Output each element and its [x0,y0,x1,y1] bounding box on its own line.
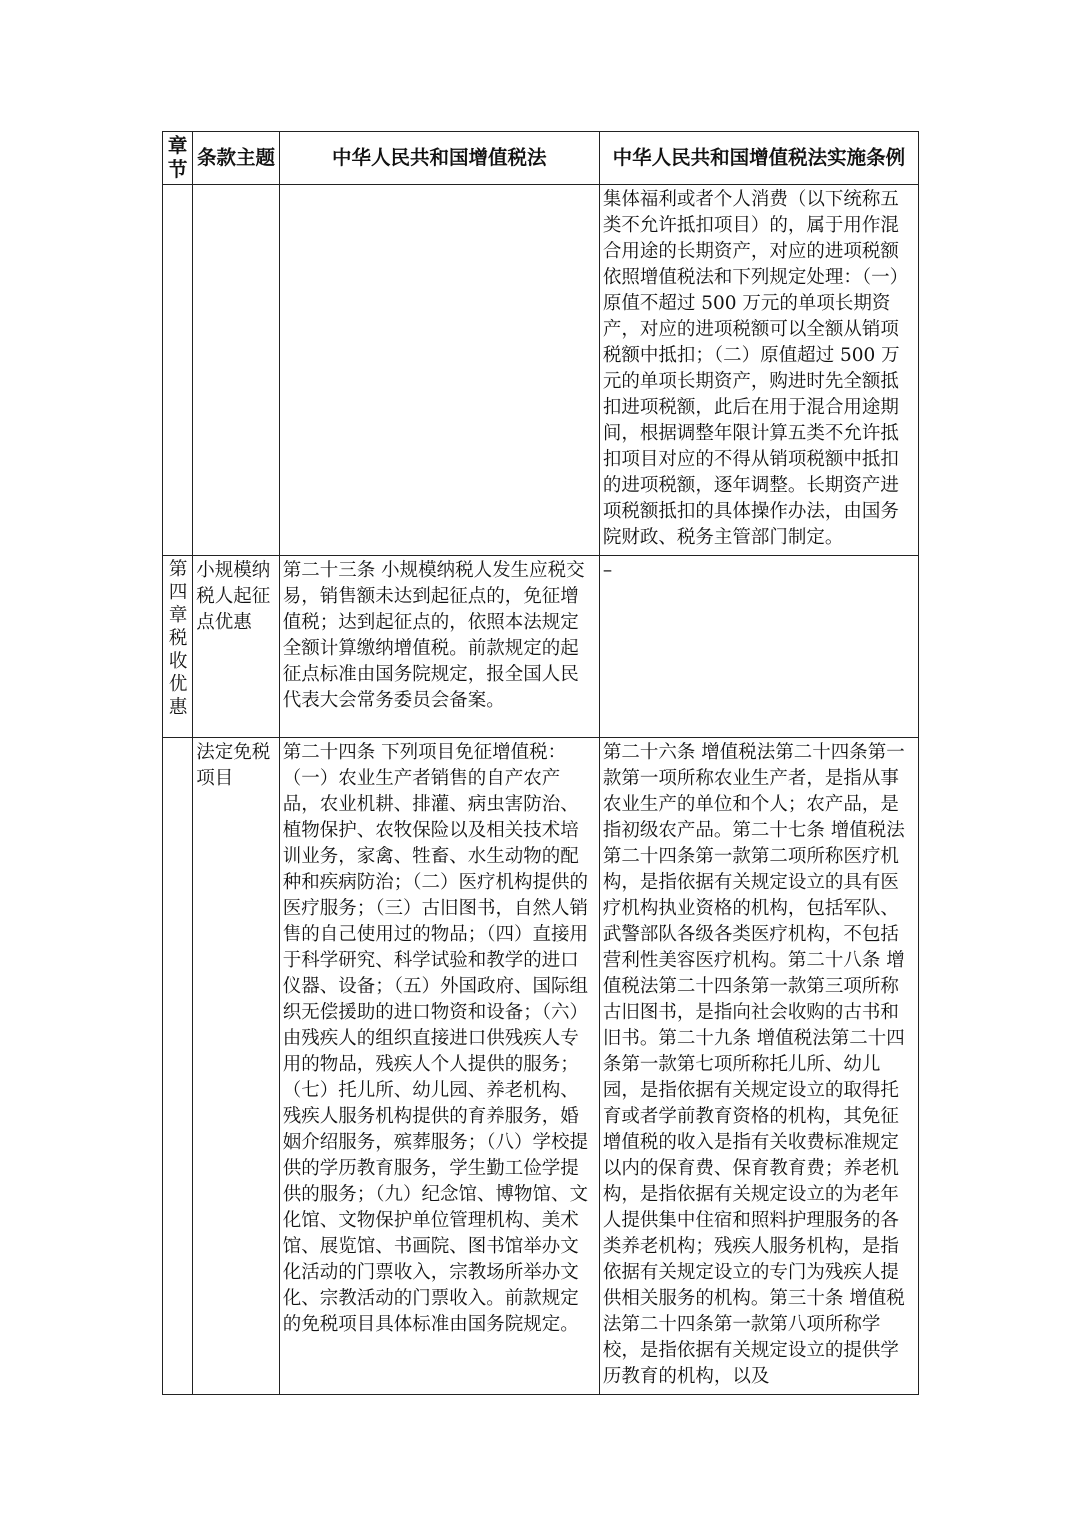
header-topic: 条款主题 [193,132,280,185]
header-chapter: 章节 [163,132,193,185]
row-chapter-cell [163,185,193,556]
table-header-row [163,132,919,185]
header-regulation: 中华人民共和国增值税法实施条例 [599,132,918,185]
table-row [163,556,919,738]
row-chapter-cell [163,738,193,1395]
row-law-cell: 第二十三条 小规模纳税人发生应税交易，销售额未达到起征点的，免征增值税；达到起征点的，依照本法规定全额计算缴纳增值税。前款规定的起征点标准由国务院规定，报全国人民代表大会常务委员会备案。 [279,556,599,738]
header-law: 中华人民共和国增值税法 [279,132,599,185]
row-topic-cell [193,185,280,556]
row-regulation-cell: 第二十六条 增值税法第二十四条第一款第一项所称农业生产者，是指从事农业生产的单位和个人；农产品，是指初级农产品。第二十七条 增值税法第二十四条第一款第二项所称医疗机构，是指依据有关规定设立的具有医疗机构执业资格的机构，包括军队、武警部队各级各类医疗机构，不包括营利性美容医疗机构。第二十八条 增值税法第二十四条第一款第三项所称古旧图书，是指向社会收购的古书和旧书。第二十九条 增值税法第二十四条第一款第七项所称托儿所、幼儿园，是指依据有关规定设立的取得托育或者学前教育资格的机构，其免征增值税的收入是指有关收费标准规定以内的保育费、保育教育费；养老机构，是指依据有关规定设立的为老年人提供集中住宿和照料护理服务的各类养老机构；残疾人服务机构，是指依据有关规定设立的专门为残疾人提供相关服务的机构。第三十条 增值税法第二十四条第一款第八项所称学校，是指依据有关规定设立的提供学历教育的机构，以及 [599,738,918,1395]
row-topic-cell: 小规模纳税人起征点优惠 [193,556,280,738]
regulation-comparison-table [162,131,919,1395]
row-chapter-cell: 第四章税收优惠 [163,556,193,738]
row-regulation-cell: – [599,556,918,738]
table-row [163,738,919,1395]
table-row [163,185,919,556]
row-regulation-cell: 集体福利或者个人消费（以下统称五类不允许抵扣项目）的，属于用作混合用途的长期资产，对应的进项税额依照增值税法和下列规定处理：（一）原值不超过 500 万元的单项长期资产，对应的进项税额可以全额从销项税额中抵扣；（二）原值超过 500 万元的单项长期资产，购进时先全额抵扣进项税额，此后在用于混合用途期间，根据调整年限计算五类不允许抵扣项目对应的不得从销项税额中抵扣的进项税额，逐年调整。长期资产进项税额抵扣的具体操作办法，由国务院财政、税务主管部门制定。 [599,185,918,556]
row-topic-cell: 法定免税项目 [193,738,280,1395]
row-law-cell [279,185,599,556]
row-law-cell: 第二十四条 下列项目免征增值税：（一）农业生产者销售的自产农产品，农业机耕、排灌、病虫害防治、植物保护、农牧保险以及相关技术培训业务，家禽、牲畜、水生动物的配种和疾病防治；（二）医疗机构提供的医疗服务；（三）古旧图书，自然人销售的自己使用过的物品；（四）直接用于科学研究、科学试验和教学的进口仪器、设备；（五）外国政府、国际组织无偿援助的进口物资和设备；（六）由残疾人的组织直接进口供残疾人专用的物品，残疾人个人提供的服务；（七）托儿所、幼儿园、养老机构、残疾人服务机构提供的育养服务，婚姻介绍服务，殡葬服务；（八）学校提供的学历教育服务，学生勤工俭学提供的服务；（九）纪念馆、博物馆、文化馆、文物保护单位管理机构、美术馆、展览馆、书画院、图书馆举办文化活动的门票收入，宗教场所举办文化、宗教活动的门票收入。前款规定的免税项目具体标准由国务院规定。 [279,738,599,1395]
